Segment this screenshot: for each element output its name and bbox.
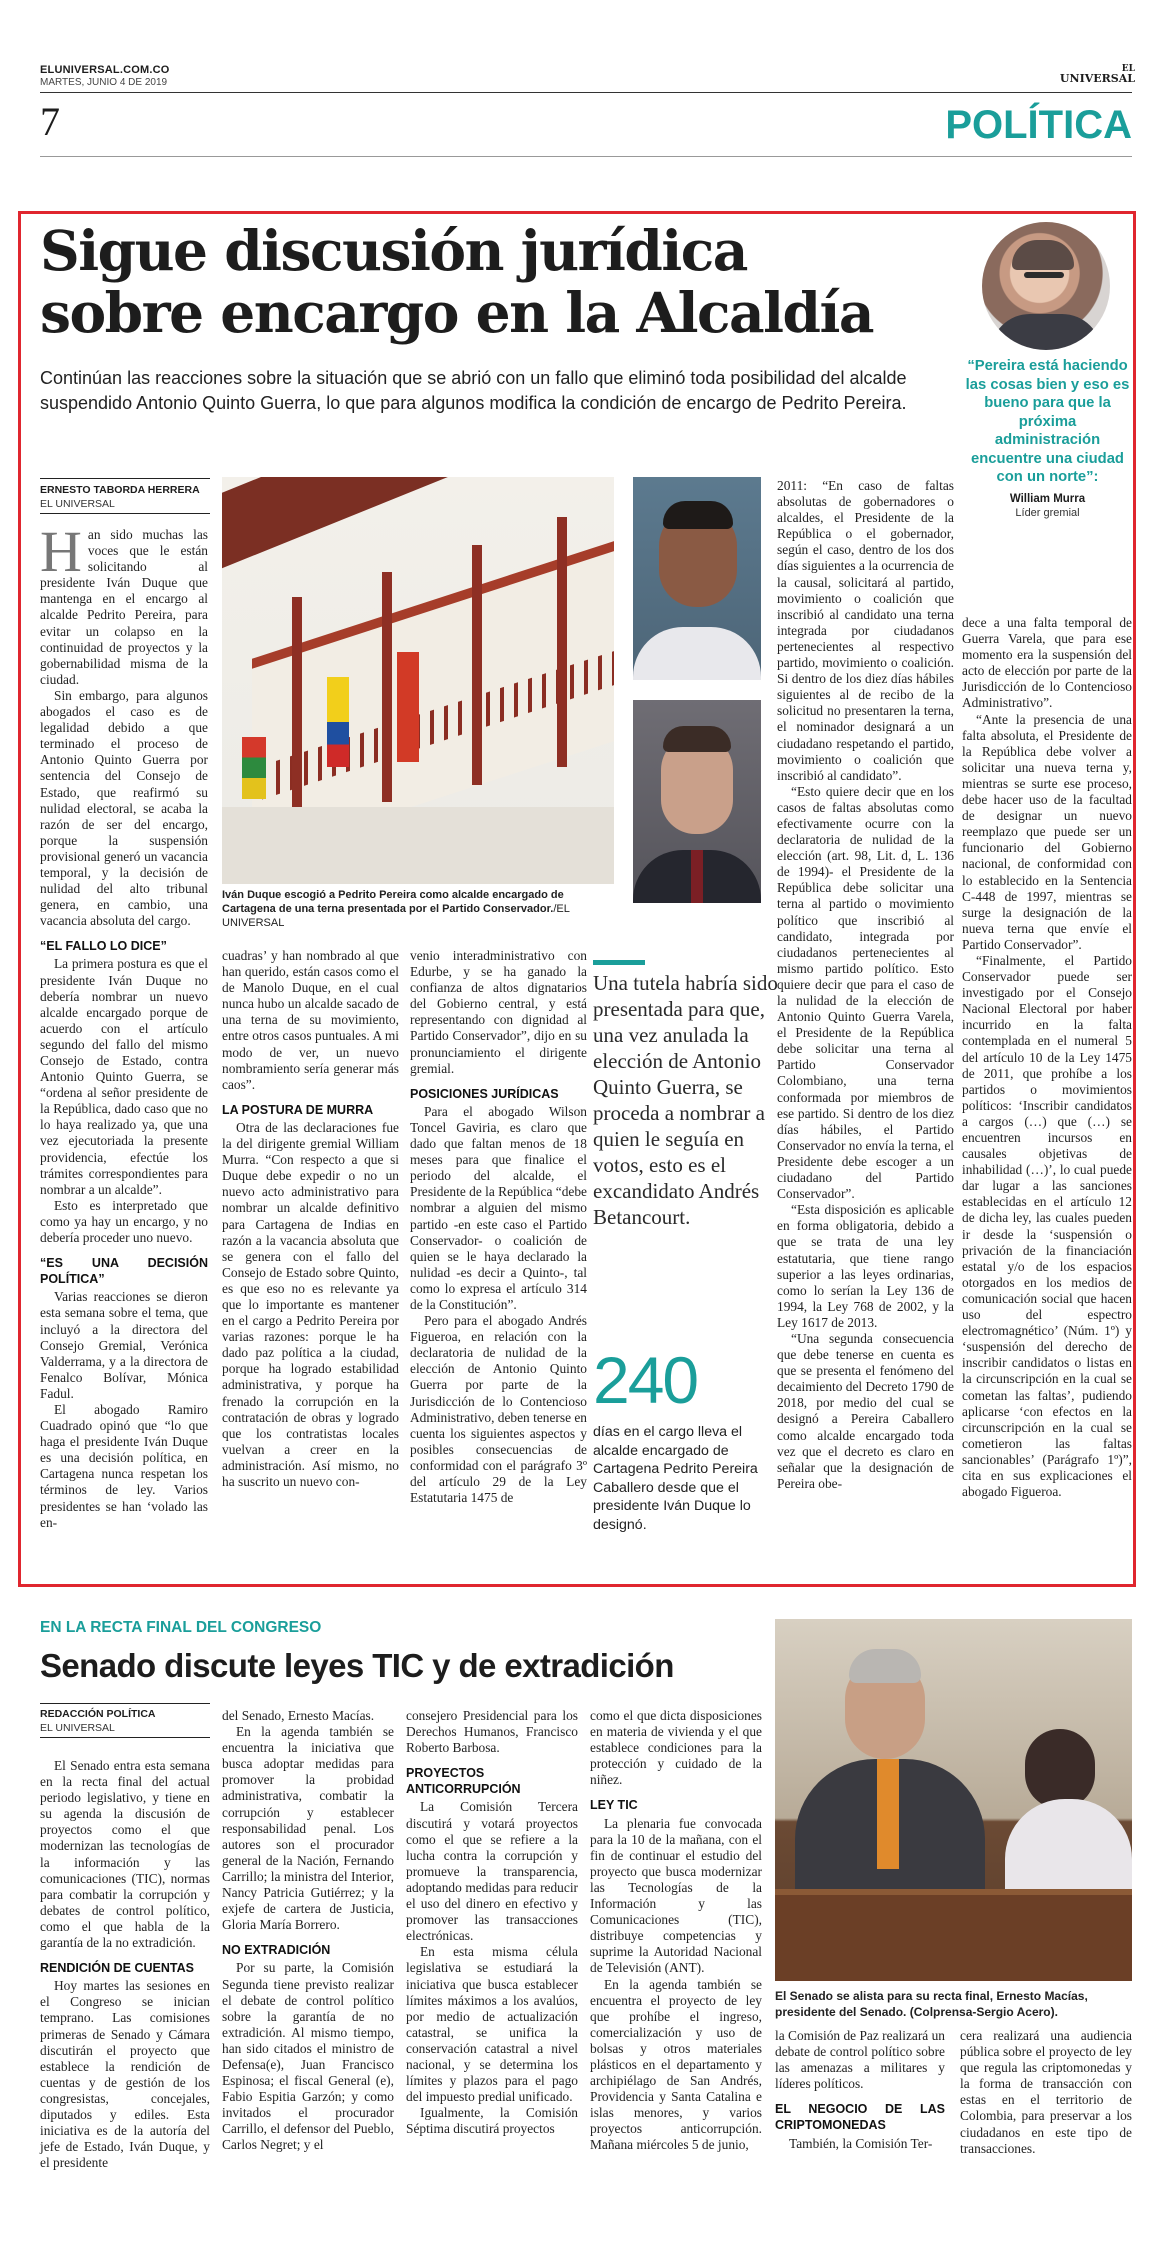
masthead-site: ELUNIVERSAL.COM.CO [40,64,170,76]
paragraph: 2011: “En caso de faltas absolutas de gobernadores o alcaldes, el Presidente de la República o el gobernador, según el caso, dentro de los dos días siguientes a la ocurrencia de la causal, solicitará al partido, movimiento o coalición que inscribió al candidato una terna integrada por ciudadanos pertenecientes al respectivo partido, movimiento o coalición. Si dentro de los diez días hábiles siguientes al de recibo de la solicitud no presentaren la terna, el nominador designará a un ciudadano respetando el partido, movimiento o coalición que inscribió al candidato”. [777,478,954,783]
quote-role: Líder gremial [1015,507,1080,519]
paragraph: Por su parte, la Comisión Segunda tiene previsto realizar el debate de control político sobre la garantía de no extradición. Al mismo tiempo, han sido citados el ministro de Defensa(e), Juan Francisco Espinosa; el fiscal General (e), Fabio Espitia Garzón; y como invitados el procurador Carrillo, el defensor del Pueblo, Carlos Negret; y el [222,1960,394,2153]
paragraph: Otra de las declaraciones fue la del dirigente gremial William Murra. “Con respecto a que si Duque debe expedir o no un nuevo acto administrativo para nombrar un alcalde definitivo para Cartagena de Indias en razón a la vacancia absoluta que se genera con el fallo del Consejo de Estado sobre Quinto, es que eso no es relevante ya que lo importante es mantener en el cargo a Pedrito Pereira por varias razones: porque le ha dado paz política a la ciudad, porque ha logrado estabilidad administrativa, y porque ha frenado la corrupción en la contratación de obras y logrado que los contratistas locales vuelvan a creer en la administración. Así mismo, no ha suscrito un nuevo con- [222,1119,399,1489]
logo [1055,64,1135,84]
header-rule-2 [40,156,1132,157]
stat-text: días en el cargo lleva el alcalde encargado de Cartagena Pedrito Pereira Caballero desde que el presidente Iván Duque lo designó. [593,1424,758,1533]
senate-photo [775,1619,1132,1981]
subhead: PROYECTOS ANTICORRUPCIÓN [406,1766,521,1797]
title-line-2: sobre encargo en la Alcaldía [40,280,873,345]
byline-rule [40,478,210,479]
quote-portrait [982,222,1110,350]
paragraph: También, la Comisión Ter- [789,2135,933,2151]
author-org: EL UNIVERSAL [40,1722,115,1734]
kicker: EN LA RECTA FINAL DEL CONGRESO [40,1619,322,1636]
byline-rule [40,1703,210,1704]
author-name: ERNESTO TABORDA HERRERA [40,484,200,496]
caption-credit: /EL UNIVERSAL [222,903,570,929]
paragraph: “Una segunda consecuencia que debe tenerse en cuenta es que se presenta el fenómeno del decaimiento del Decreto 1790 de 2018, por medio del cual se designó a Pereira Caballero como alcalde encargado toda vez que el decreto es claro en señalar que la designación de Pereira obe- [777,1330,954,1491]
article2-title: Senado discute leyes TIC y de extradición [40,1647,674,1684]
author-org: EL UNIVERSAL [40,498,115,510]
paragraph: La plenaria fue convocada para la 10 de la mañana, con el fin de continuar el estudio del proyecto que busca modernizar las Tecnologías de la Información y las Comunicaciones (TIC), distribuye competencias y suprime la Autoridad Nacional de Televisión (ANT). [590,1815,762,1976]
article2-col1 [40,1758,210,2171]
paragraph: “Ante la presencia de una falta absoluta, el Presidente de la República debe volver a solicitar una nueva terna y, mientras se surte ese proceso, debe hacer uso de la facultad de designar un nuevo reemplazo que puede ser un funcionario del Gobierno nacional, de conformidad con lo establecido en la Sentencia C-448 de 1997, mientras se surge la designación de la nueva terna que envíe el Partido Conservador”. [962,711,1132,952]
paragraph: Pero para el abogado Andrés Figueroa, en relación con la declaratoria de nulidad de la elección de Antonio Quinto Guerra por parte de la Jurisdicción de lo Contencioso Administrativo, deben tenerse en cuenta los siguientes aspectos y posibles consecuencias de conformidad con el parágrafo 3º del artículo 29 de la Ley Estatutaria 1475 de [410,1313,588,1506]
subhead: LEY TIC [590,1798,638,1813]
main-photo-balcony [222,477,614,884]
subhead: NO EXTRADICIÓN [222,1943,331,1958]
paragraph: Esto es interpretado que como ya hay un encargo, y no debería proceder uno nuevo. [40,1197,208,1246]
paragraph: “Esta disposición es aplicable en forma obligatoria, debido a que se trata de una ley estatutaria, que tiene rango superior a las leyes ordinarias, como lo serían la Ley 136 de 1994, la Ley 768 de 2002, y la Ley 1617 de 2013. [777,1202,954,1330]
subhead: POSICIONES JURÍDICAS [410,1086,559,1101]
paragraph: “Esto quiere decir que en los casos de faltas absolutas como efectivamente ocurre con la declaratoria de nulidad de la elección (art. 98, Lit. d, L. 136 de 1994)- el Presidente de la República debe solicitar una terna al partido o movimiento político que inscribió al candidato, integrada por ciudadanos pertenecientes al mismo partido político. Esto quiere decir que para el caso de la nulidad de la elección de Antonio Quinto Guerra Varela, el Presidente de la República debe solicitar una terna al Partido Conservador Colombiano, una terna conformada por miembros de ese partido. Si dentro de los diez días hábiles, el Partido Conservador no envía la terna, el Presidente debe escoger a un ciudadano del Partido Conservador”. [777,783,954,1202]
article1-col4 [777,478,954,1492]
header-rule [40,92,1132,93]
subhead: LA POSTURA DE MURRA [222,1102,374,1117]
photo-caption [222,888,617,930]
article2-col5 [775,2028,945,2152]
author-name: REDACCIÓN POLÍTICA [40,1708,156,1720]
pullquote: Una tutela habría sido presentada para que, una vez anulada la elección de Antonio Quinto Guerra, se proceda a nombrar a quien le seguía en votos, esto es el excandidato Andrés Betancourt. [593,971,778,1229]
byline-rule-2 [40,1737,210,1738]
article1-col3 [410,948,587,1506]
page-number: 7 [40,99,60,144]
title-line-1: Sigue discusión jurídica [40,218,747,283]
caption-text: Iván Duque escogió a Pedrito Pereira como alcalde encargado de Cartagena de una terna presentada por el Partido Conservador. [222,889,564,915]
paragraph: Sin embargo, para algunos abogados el caso es de legalidad debido a que terminado el proceso de Antonio Quinto Guerra por sentencia del Consejo de Estado, que reafirmó su nulidad electoral, se acaba la razón de ser del encargo, porque la suspensión provisional generó un vacancia temporal, y la decisión de nulidad del alto tribunal genera, en cambio, una vacancia absoluta del cargo. [40,687,208,929]
dropcap: H [40,519,82,584]
masthead-date: MARTES, JUNIO 4 DE 2019 [40,77,168,88]
paragraph: como el que dicta disposiciones en materia de vivienda y el que establece condiciones para la protección y cuidado de la niñez. [590,1708,762,1788]
pullquote-accent [593,960,645,965]
article2-col4 [590,1708,762,2154]
paragraph: consejero Presidencial para los Derechos Humanos, Francisco Roberto Barbosa. [406,1708,578,1756]
portrait-photo-pereira [633,477,761,680]
logo-top: EL [1121,64,1135,74]
section-title: POLÍTICA [945,103,1132,147]
paragraph: cuadras’ y han nombrado al que han querido, están casos como el de Manolo Duque, en el cual nunca hubo un alcalde sacado de una terna de su movimiento, entre otros casos puntuales. A mi modo de ver, un nuevo nombramiento sería generar más caos”. [222,948,399,1092]
paragraph: Hoy martes las sesiones en el Congreso se inician temprano. Las comisiones primeras de Senado y Cámara discutirán el proyecto que establece la rendición de cuentas y de gestión de los congresistas, concejales, diputados y ediles. Esta iniciativa es de la autoría del jefe de Estado, Iván Duque, y el presidente [40,1978,210,2171]
subhead: “ES UNA DECISIÓN POLÍTICA” [40,1256,208,1287]
paragraph: Varias reacciones se dieron esta semana sobre el tema, que incluyó a la directora del Consejo Gremial, Verónica Valderrama, y a la directora de Fenalco Bolívar, Mónica Fadul. [40,1289,208,1401]
paragraph: Para el abogado Wilson Toncel Gaviria, es claro que dado que faltan menos de 18 meses para que finalice el periodo del alcalde, el Presidente de la República “debe nombrar a alguien del mismo partido -en este caso el Partido Conservador- o coalición de quien se le haya declarado la nulidad -es decir a Quinto-, tal como lo expresa el artículo 314 de la Constitución”. [410,1103,587,1312]
article1-col5 [962,615,1132,1500]
paragraph: La primera postura es que el presidente Iván Duque no debería nombrar un nuevo alcalde encargado porque de acuerdo con el artículo segundo del fallo del mismo Consejo de Estado, contra Antonio Quinto Guerra, se “ordena al señor presidente de la República, dado caso que no lo haya realizado ya, que una vez ejecutoriada la presente providencia, efectúe los trámites correspondientes para nombrar a un alcalde”. [40,956,208,1197]
logo-bottom: UNIVERSAL [1059,72,1135,85]
paragraph: En la agenda también se encuentra el proyecto de ley que prohíbe el ingreso, comercialización y uso de bolsas y otros materiales plásticos en el departamento y archipiélago de San Andrés, Providencia y Santa Catalina e islas menores, y varios proyectos anticorrupción. Mañana miércoles 5 de junio, [590,1976,762,2153]
paragraph: dece a una falta temporal de Guerra Varela, que para ese momento era la suspensión del acto de elección por parte de la Jurisdicción de lo Contencioso Administrativo”. [962,615,1132,711]
paragraph: cera realizará una audiencia pública sobre el proyecto de ley que regula las criptomonedas y la forma de transacción con estas en el territorio de Colombia, para preservar a los ciudadanos en este tipo de transacciones. [960,2028,1132,2156]
subhead: EL NEGOCIO DE LAS CRIPTOMONEDAS [775,2102,945,2133]
article1-col2 [222,948,399,1490]
article2-col2 [222,1708,394,2154]
quote-name: William Murra [1009,493,1086,505]
lead-paragraph [40,519,208,688]
paragraph: En esta misma célula legislativa se estudiará la iniciativa que busca establecer límites máximos a los avalúos, por medio de actualización catastral, se unifica la conservación catastral a nivel nacional, y se determina los límites y plazos para el pago del impuesto predial unificado. [406,1944,578,2105]
paragraph: la Comisión de Paz realizará un debate de control político sobre las amenazas a militares y líderes políticos. [775,2028,945,2092]
paragraph: El abogado Ramiro Cuadrado opinó que “lo que haga el presidente Iván Duque es una decisión política, en Cartagena nunca respetan los términos de ley. Varios presidentes se han ‘volado las en- [40,1401,208,1530]
subhead: “EL FALLO LO DICE” [40,939,167,954]
article1-col1 [40,519,208,1531]
paragraph: En la agenda también se encuentra la iniciativa que busca adoptar medidas para promover la probidad administrativa, combatir la corrupción y establecer responsabilidad penal. Los autores son el procurador general de la Nación, Fernando Carrillo; la ministra del Interior, Nancy Patricia Gutiérrez; y la exjefe de cartera de Justicia, Gloria María Borrero. [222,1724,394,1933]
stat-number: 240 [593,1343,698,1417]
lead-text: an sido muchas las voces que le están solicitando al presidente Iván Duque que mantenga en el encargo al alcalde Pedrito Pereira, para evitar un colapso en la continuidad de proyectos y la gobernabilidad misma de la ciudad. [40,527,208,687]
article2-col6 [960,2028,1132,2157]
subhead: RENDICIÓN DE CUENTAS [40,1961,194,1976]
paragraph: Igualmente, la Comisión Séptima discutirá proyectos [406,2105,578,2137]
paragraph: del Senado, Ernesto Macías. [222,1708,375,1723]
pull-quote-side: “Pereira está haciendo las cosas bien y eso es bueno para que la próxima administración encuentre una ciudad con un norte”: [965,358,1130,485]
senate-caption: El Senado se alista para su recta final, Ernesto Macías, presidente del Senado. (Colprensa-Sergio Acero). [775,1989,1088,2019]
paragraph: La Comisión Tercera discutirá y votará proyectos como el que se refiere a la lucha contra la corrupción y promueve la transparencia, adoptando medidas para reducir el uso del dinero en efectivo y promover las transacciones electrónicas. [406,1799,578,1944]
portrait-photo-duque [633,700,761,903]
paragraph: “Finalmente, el Partido Conservador puede ser investigado por el Consejo Nacional Electoral por haber incurrido en la falta contemplada en el numeral 5 del artículo 10 de la Ley 1475 de 2011, que prohíbe a los partidos o movimientos políticos: ‘Inscribir candidatos a cargos (…) que (…) se encuentren incursos en causales objetivas de inhabilidad (…)’, lo cual puede dar lugar a las sanciones establecidas en el artículo 12 de dicha ley, las cuales pueden ir desde la ‘suspensión o privación de la financiación estatal y/o de los espacios otorgados en los medios de comunicación social que hacen uso del espectro electromagnético’ (Núm. 1º) y ‘suspensión del derecho de inscribir candidatos o listas en la circunscripción en la cual se cometan las faltas’, pudiendo aplicarse ‘con efectos en la circunscripción en la cual se cometieron las faltas sancionables’ (Parágrafo 1º)”, cita en sus explicaciones el abogado Figueroa. [962,952,1132,1500]
paragraph: El Senado entra esta semana en la recta final del actual periodo legislativo, y tiene en su agenda la discusión de proyectos como el que modernizan las tecnologías de la información y las comunicaciones (TIC), normas para combatir la corrupción y debates de control político, como el que habla de la garantía de la no extradición. [40,1758,210,1951]
byline-rule-2 [40,513,210,514]
article-title [40,220,940,344]
paragraph: venio interadministrativo con Edurbe, y se ha ganado la confianza de altos dignatarios del Gobierno central, y está representando con dignidad al Partido Conservador”, dijo en su pronunciamiento el dirigente gremial. [410,948,587,1076]
article2-col3 [406,1708,578,2137]
article-subtitle: Continúan las reacciones sobre la situación que se abrió con un fallo que eliminó toda posibilidad del alcalde suspendido Antonio Quinto Guerra, lo que para algunos modifica la condición de encargo de Pedrito Pereira. [40,368,907,413]
